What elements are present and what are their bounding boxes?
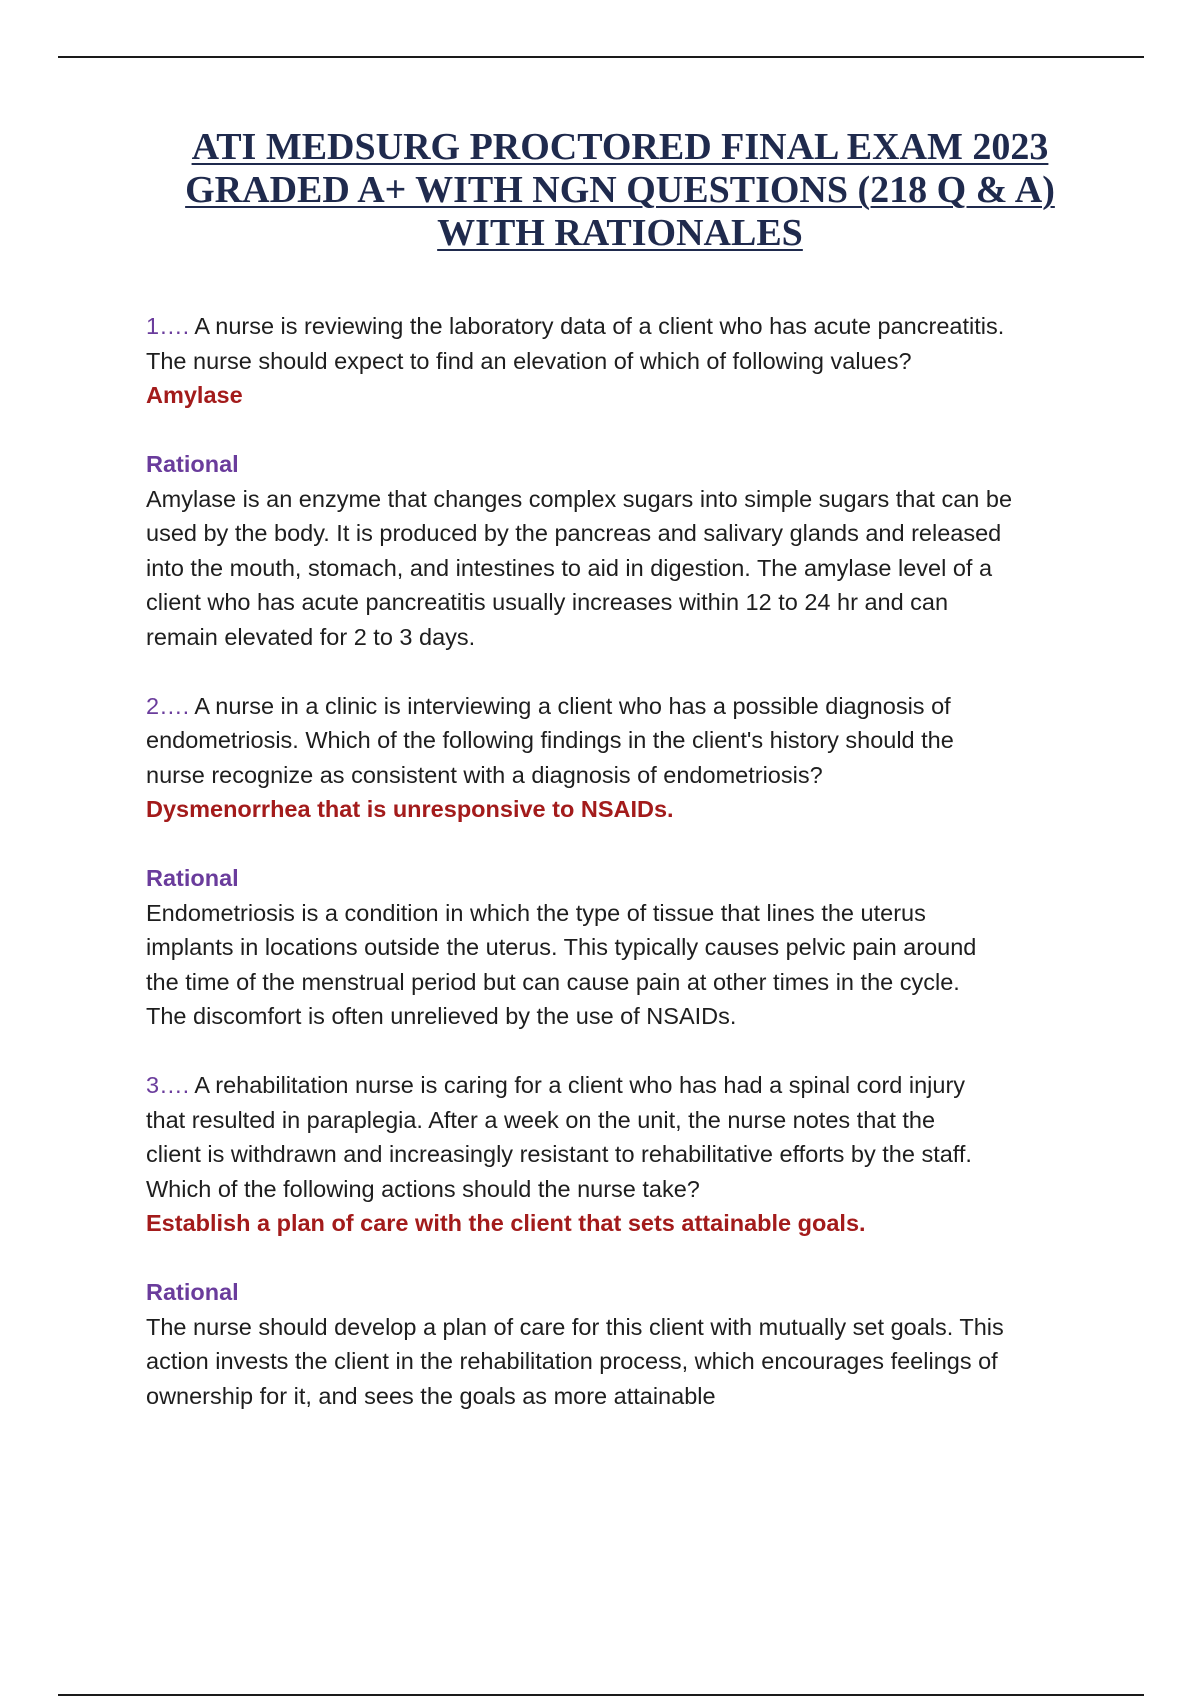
question-block-2: [146, 689, 1096, 827]
rationale-text-line: the time of the menstrual period but can cause pain at other times in the cycle.: [146, 968, 960, 995]
rationale-text-line: Endometriosis is a condition in which the type of tissue that lines the uterus: [146, 899, 926, 926]
question-text-line: client is withdrawn and increasingly resistant to rehabilitative efforts by the staff.: [146, 1141, 972, 1167]
rationale-text-line: remain elevated for 2 to 3 days.: [146, 623, 476, 650]
question-block-3: [146, 1068, 1096, 1241]
rationale-text-line: The nurse should develop a plan of care for this client with mutually set goals. This: [146, 1313, 1004, 1340]
document-title: [100, 126, 1140, 255]
document-body: [146, 309, 1096, 1448]
rationale-block-1: [146, 447, 1096, 654]
title-line-1: ATI MEDSURG PROCTORED FINAL EXAM 2023: [191, 126, 1049, 168]
question-text-line: The nurse should expect to find an elevation of which of following values?: [146, 347, 912, 374]
rationale-text-line: ownership for it, and sees the goals as more attainable: [146, 1382, 716, 1409]
question-text: 1…. A nurse is reviewing the laboratory data of a client who has acute pancreatitis.: [146, 313, 1005, 339]
rationale-heading: Rational: [146, 451, 239, 477]
rationale-text-line: client who has acute pancreatitis usually increases within 12 to 24 hr and can: [146, 589, 949, 615]
bottom-divider: [58, 1694, 1144, 1696]
rationale-text-line: used by the body. It is produced by the pancreas and salivary glands and released: [146, 520, 1002, 546]
rationale-heading: Rational: [146, 1279, 239, 1305]
rationale-text-line: The discomfort is often unrelieved by the use of NSAIDs.: [146, 1003, 737, 1029]
title-line-3: WITH RATIONALES: [437, 212, 803, 254]
question-text-line: that resulted in paraplegia. After a week on the unit, the nurse notes that the: [146, 1106, 936, 1133]
rationale-block-2: [146, 861, 1096, 1034]
question-text-line: Which of the following actions should the nurse take?: [146, 1175, 700, 1202]
question-number: 3….: [146, 1072, 190, 1098]
rationale-text-line: implants in locations outside the uterus. This typically causes pelvic pain around: [146, 934, 977, 960]
top-divider: [58, 56, 1144, 58]
question-number: 2….: [146, 692, 190, 719]
rationale-heading: Rational: [146, 865, 239, 891]
rationale-text-line: action invests the client in the rehabilitation process, which encourages feelings of: [146, 1348, 998, 1374]
question-text-line: nurse recognize as consistent with a diagnosis of endometriosis?: [146, 761, 823, 788]
question-text-line: endometriosis. Which of the following findings in the client's history should the: [146, 727, 954, 753]
answer-text: Amylase: [146, 382, 243, 408]
question-block-1: [146, 309, 1096, 413]
rationale-text-line: into the mouth, stomach, and intestines to aid in digestion. The amylase level of a: [146, 554, 993, 581]
rationale-text-line: Amylase is an enzyme that changes complex sugars into simple sugars that can be: [146, 485, 1013, 512]
question-text: 3…. A rehabilitation nurse is caring for a client who has had a spinal cord injury: [146, 1072, 966, 1098]
title-line-2: GRADED A+ WITH NGN QUESTIONS (218 Q & A): [185, 169, 1055, 211]
rationale-block-3: [146, 1275, 1096, 1413]
question-text: 2…. A nurse in a clinic is interviewing a client who has a possible diagnosis of: [146, 692, 951, 719]
answer-text: Establish a plan of care with the client that sets attainable goals.: [146, 1210, 866, 1236]
question-number: 1….: [146, 313, 190, 339]
answer-text: Dysmenorrhea that is unresponsive to NSAIDs.: [146, 796, 674, 822]
